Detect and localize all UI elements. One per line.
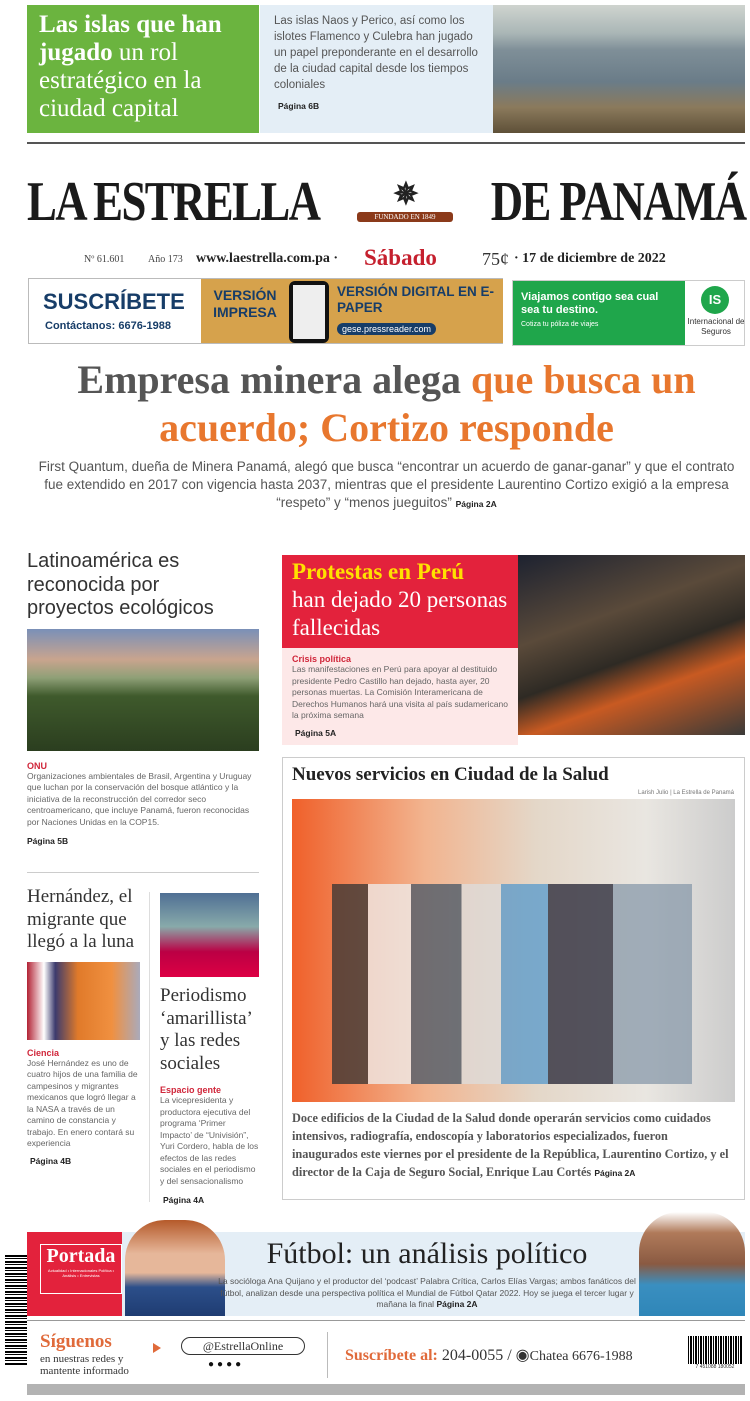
divider <box>27 1320 745 1321</box>
website-link[interactable]: www.laestrella.com.pa · <box>196 251 339 266</box>
eco-headline: Latinoamérica es reconocida por proyectos ecológicos <box>27 550 214 619</box>
eco-story[interactable]: Latinoamérica es reconocida por proyectos ecológicos ONU Organizaciones ambientales de Brasil, Argentina y Uruguay que luchan por la conservación del bosque atlántico y la iniciativa de la reconstrucción del corredor seco centroamericano, que incluye Panamá, fueron reconocidas por Naciones Unidas en la COP15. Página 5B <box>27 550 259 846</box>
facebook-icon[interactable]: ● <box>217 1359 227 1370</box>
lead-headline: Empresa minera alega que busca un acuerdo; Cortizo responde <box>77 357 696 450</box>
ceremony-photo <box>292 799 735 1102</box>
divider <box>27 872 259 873</box>
info-line: Nº 61.601 Año 173 www.laestrella.com.pa · Sábado 75¢ · 17 de diciembre de 2022 <box>84 245 666 270</box>
teaser-summary: Las islas Naos y Perico, así como los islotes Flamenco y Culebra han jugado un papel preponderante en el desarrollo de la ciudad capital desde los tiempos coloniales <box>274 15 478 91</box>
masthead <box>27 170 745 235</box>
portada-banner[interactable]: Portada Actualidad • Internacionales Política • Análisis • Entrevistas Fútbol: un análisis político La socióloga Ana Quijano y el productor del ‘podcast’ Palabra Crítica, Carlos Elías Vargas; ambos fanáticos del fútbol, analizan desde una perspectiva política el Mundial de Fútbol Qatar 2022. Hoy se juega el tercer lugar y mañana la final Página 2A <box>27 1232 745 1316</box>
subscribe-line: Suscríbete al: 204-0055 / ◉Chatea 6676-1988 <box>345 1347 633 1364</box>
insurance-logo: IS <box>701 286 729 314</box>
carlos-vargas-photo <box>639 1212 745 1316</box>
insurance-ad[interactable]: Viajamos contigo sea cual sea tu destino. Cotiza tu póliza de viajes IS Internacional de Seguros <box>512 280 745 346</box>
peru-story[interactable]: Protestas en Perú han dejado 20 personas fallecidas Crisis política Las manifestaciones en Perú para apoyar al destituido presidente Pedro Castillo han dejado, hasta ayer, 20 personas muertas. La Comisión Interamericana de Derechos Humanos hará una visita al país sudamericano la próxima semana Página 5A <box>282 555 745 745</box>
follow-us[interactable]: Síguenos en nuestras redes y mantente informado <box>40 1331 129 1377</box>
social-handle-button[interactable]: @EstrellaOnline <box>181 1337 305 1355</box>
protest-photo <box>518 555 745 735</box>
whatsapp-icon: ◉ <box>515 1347 530 1364</box>
lead-story[interactable] <box>28 356 745 513</box>
teaser-headline: Las islas que han jugado un rol estratégico en la ciudad capital <box>27 5 259 133</box>
ana-quijano-photo <box>125 1220 225 1316</box>
periodismo-story[interactable]: Periodismo ‘amarillista’ y las redes sociales Espacio gente La vicepresidenta y productora ejecutiva del programa ‘Primer Impacto’ de “Univisión”, Yuri Cordero, habla de los efectos de las redes sociales en el periodismo y del sensacionalismo Página 4A <box>160 893 259 1205</box>
twitter-icon[interactable]: ● <box>208 1359 218 1370</box>
youtube-icon[interactable]: ● <box>235 1359 245 1370</box>
hernandez-story[interactable]: Hernández, el migrante que llegó a la luna Ciencia José Hernández es uno de cuatro hijos de una familia de campesinos y migrantes mexicanos que logró llegar a la NASA a través de un camino de constancia y trabajo. En enero contará su experiencia Página 4B <box>27 886 140 1166</box>
teaser-page: Página 6B <box>278 101 320 111</box>
phone-icon <box>289 281 329 343</box>
astronaut-photo <box>27 962 140 1040</box>
reporter-photo <box>160 893 259 977</box>
islands-photo <box>493 5 745 133</box>
salud-story[interactable]: Nuevos servicios en Ciudad de la Salud Larish Julio | La Estrella de Panamá Doce edificios de la Ciudad de la Salud donde operarán servicios como cuidados intensivos, radiografía, endoscopía y laboratorios especializados, fueron inaugurados este viernes por el presidente de la República, Laurentino Cortizo, y el director de la Caja de Seguro Social, Enrique Lau Cortés Página 2A <box>282 757 745 1200</box>
masthead-left: LA ESTRELLA <box>27 171 320 233</box>
forest-photo <box>27 629 259 751</box>
lead-deck: First Quantum, dueña de Minera Panamá, alegó que busca “encontrar un acuerdo de ganar-ganar” y que el contrato fue extendido en 2017 con vigencia hasta 2037, mientras que el presidente Laurentino Cortizo exigió a la empresa “respeto” y “menos jueguitos” Página 2A <box>38 459 735 510</box>
social-icons[interactable] <box>208 1359 244 1370</box>
arrow-right-icon <box>153 1343 161 1353</box>
star-seal-icon: ✵ FUNDADO EN 1849 <box>357 178 453 230</box>
barcode-icon: 7 451088 180052 <box>688 1336 742 1372</box>
masthead-right: DE PANAMÁ <box>490 171 745 233</box>
divider <box>27 142 745 144</box>
top-teaser[interactable] <box>27 5 745 133</box>
bottom-bar <box>27 1384 745 1395</box>
divider <box>327 1332 328 1378</box>
barcode-icon <box>5 1255 27 1365</box>
subscribe-ad[interactable]: SUSCRÍBETE Contáctanos: 6676-1988 VERSIÓN IMPRESA VERSIÓN DIGITAL EN E-PAPER gese.pressreader.com <box>28 278 503 344</box>
divider <box>149 892 150 1202</box>
instagram-icon[interactable]: ● <box>226 1359 236 1370</box>
